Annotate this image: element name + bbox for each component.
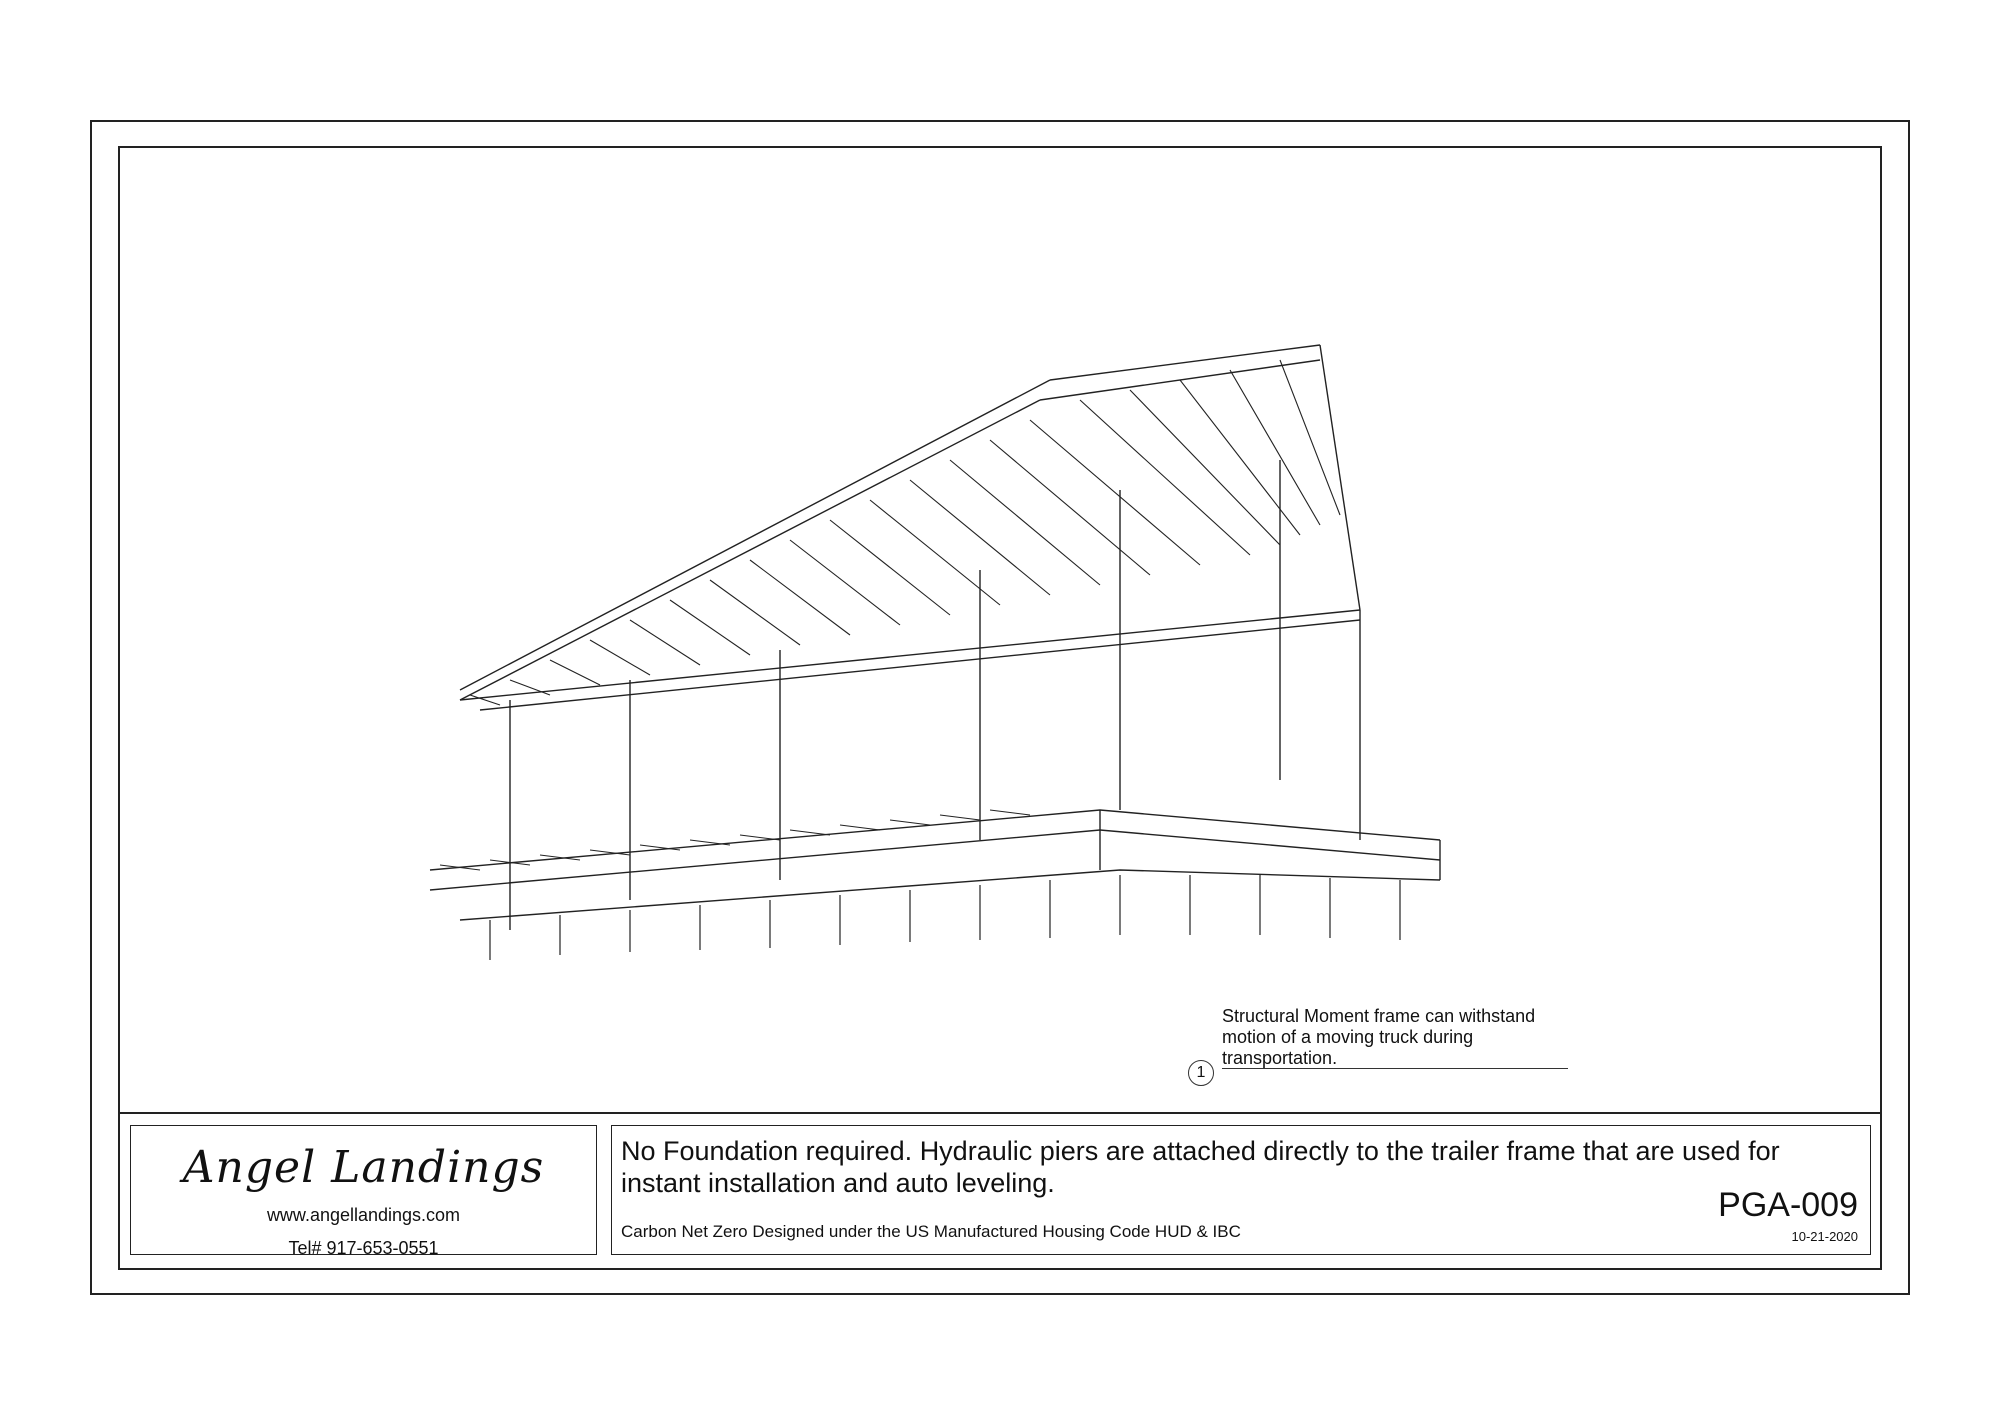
info-box <box>611 1125 1871 1255</box>
subtitle: Carbon Net Zero Designed under the US Manufactured Housing Code HUD & IBC <box>621 1222 1241 1241</box>
phone: Tel# 917-653-0551 <box>288 1238 439 1258</box>
structural-frame-drawing <box>400 340 1500 960</box>
callout-leader-line <box>1222 1068 1568 1069</box>
title-block-divider <box>118 1112 1882 1114</box>
website: www.angellandings.com <box>266 1205 461 1225</box>
date: 10-21-2020 <box>1791 1229 1858 1244</box>
callout-number: 1 <box>1188 1060 1214 1086</box>
sheet-number: PGA-009 <box>1718 1186 1858 1224</box>
hydraulic-piers <box>490 875 1400 960</box>
frame-columns <box>510 460 1360 930</box>
roof-purlins <box>460 345 1360 710</box>
callout-text: Structural Moment frame can withstand motion of a moving truck during transportation. <box>1222 1006 1536 1068</box>
floor-deck <box>430 810 1440 920</box>
transport-callout <box>1188 1006 1568 1081</box>
roof-rafters <box>470 360 1340 705</box>
brand-logo: Angel Landings <box>182 1142 545 1193</box>
logo-box <box>130 1125 597 1258</box>
description: No Foundation required. Hydraulic piers are attached directly to the trailer frame that are used for instant installation and auto leveling. <box>621 1136 1780 1198</box>
